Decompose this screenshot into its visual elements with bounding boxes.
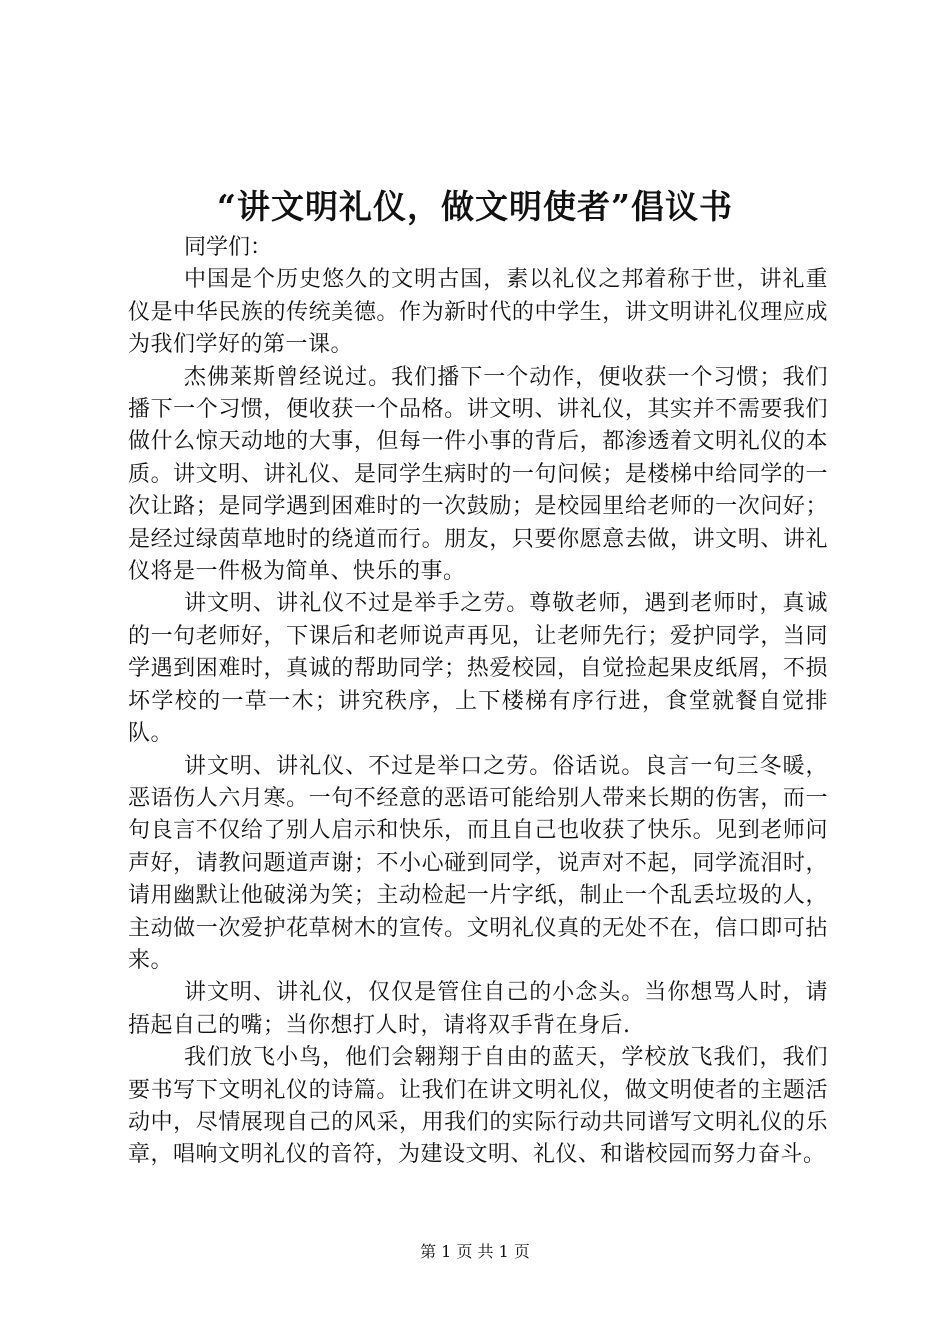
page-footer: 第 1 页 共 1 页 xyxy=(420,1242,530,1261)
paragraph-5: 讲文明、讲礼仪，仅仅是管住自己的小念头。当你想骂人时，请捂起自己的嘴；当你想打人时，请将双手背在身后. xyxy=(128,980,828,1038)
greeting: 同学们： xyxy=(184,235,273,260)
paragraph-1: 中国是个历史悠久的文明古国，素以礼仪之邦着称于世，讲礼重仪是中华民族的传统美德。作为新时代的中学生，讲文明讲礼仪理应成为我们学好的第一课。 xyxy=(128,267,828,358)
document-title: “讲文明礼仪，做文明使者”倡议书 xyxy=(217,187,733,226)
paragraph-4: 讲文明、讲礼仪、不过是举口之劳。俗话说。良言一句三冬暖，恶语伤人六月寒。一句不经意的恶语可能给别人带来长期的伤害，而一句良言不仅给了别人启示和快乐，而且自己也收获了快乐。见到老师问声好，请教问题道声谢；不小心碰到同学，说声对不起，同学流泪时，请用幽默让他破涕为笑；主动检起一片字纸，制止一个乱丢垃圾的人，主动做一次爱护花草树木的宣传。文明礼仪真的无处不在，信口即可拈来。 xyxy=(128,753,828,973)
document-body xyxy=(128,232,828,1172)
paragraph-3: 讲文明、讲礼仪不过是举手之劳。尊敬老师，遇到老师时，真诚的一句老师好，下课后和老师说声再见，让老师先行；爱护同学，当同学遇到困难时，真诚的帮助同学；热爱校园，自觉捡起果皮纸屑，不损坏学校的一草一木；讲究秩序，上下楼梯有序行进，食堂就餐自觉排队。 xyxy=(128,591,828,747)
paragraph-6: 我们放飞小鸟，他们会翱翔于自由的蓝天，学校放飞我们，我们要书写下文明礼仪的诗篇。让我们在讲文明礼仪，做文明使者的主题活动中，尽情展现自己的风采，用我们的实际行动共同谱写文明礼仪的乐章，唱响文明礼仪的音符，为建设文明、礼仪、和谐校园而努力奋斗。 xyxy=(128,1045,828,1168)
paragraph-2: 杰佛莱斯曾经说过。我们播下一个动作，便收获一个习惯；我们播下一个习惯，便收获一个品格。讲文明、讲礼仪，其实并不需要我们做什么惊天动地的大事，但每一件小事的背后，都渗透着文明礼仪的本质。讲文明、讲礼仪、是同学生病时的一句问候；是楼梯中给同学的一次让路；是同学遇到困难时的一次鼓励；是校园里给老师的一次问好；是经过绿茵草地时的绕道而行。朋友，只要你愿意去做，讲文明、讲礼仪将是一件极为简单、快乐的事。 xyxy=(128,364,828,585)
